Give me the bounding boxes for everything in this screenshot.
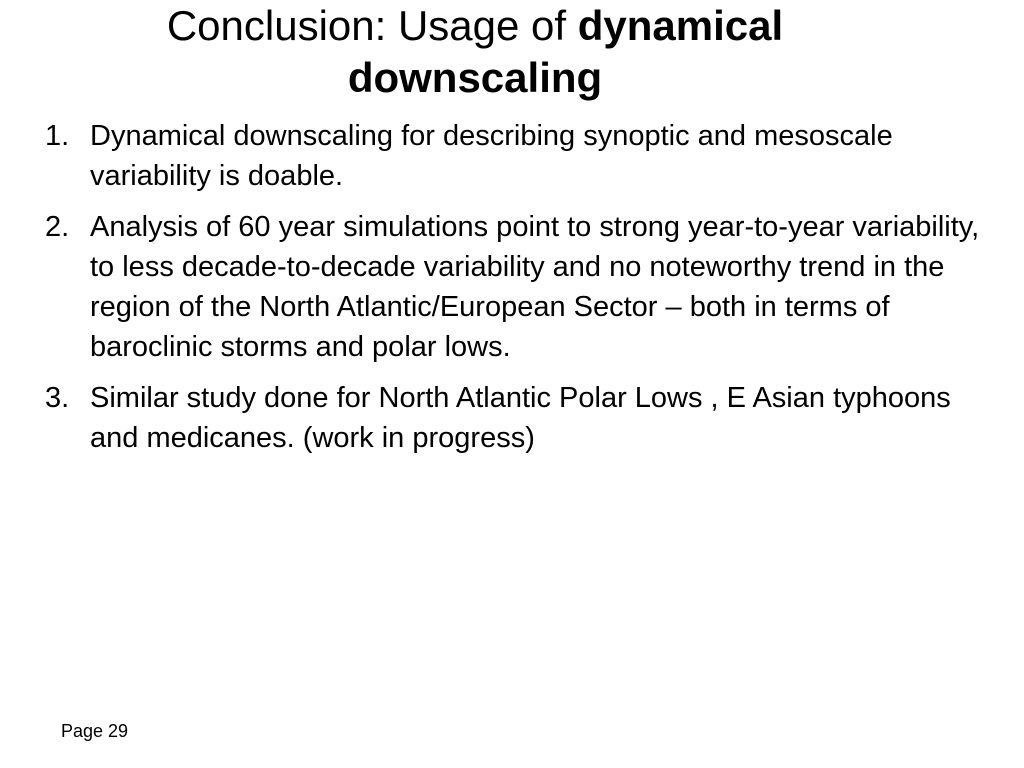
slide-title-normal: Conclusion: Usage of <box>166 2 578 49</box>
list-item <box>45 116 995 196</box>
list-item-text: Dynamical downscaling for describing synoptic and mesoscale variability is doable. <box>90 120 893 192</box>
list-item-number: 1. <box>45 120 70 152</box>
list-item-text: Similar study done for North Atlantic Polar Lows , E Asian typhoons and medicanes. (work in progress) <box>90 382 951 454</box>
list-item <box>45 207 995 367</box>
slide-title-bold-2: downscaling <box>347 54 603 101</box>
slide-title <box>90 0 860 104</box>
slide-title-bold-1: dynamical <box>577 2 784 49</box>
list-item <box>45 378 995 458</box>
conclusion-list <box>45 116 995 469</box>
page-number: Page 29 <box>61 721 129 741</box>
list-item-text: Analysis of 60 year simulations point to strong year-to-year variability, to less decade-to-decade variability and no noteworthy trend in the region of the North Atlantic/European Sector – both in terms of baroclinic storms and polar lows. <box>90 211 980 363</box>
list-item-number: 2. <box>45 211 70 243</box>
list-item-number: 3. <box>45 382 70 414</box>
